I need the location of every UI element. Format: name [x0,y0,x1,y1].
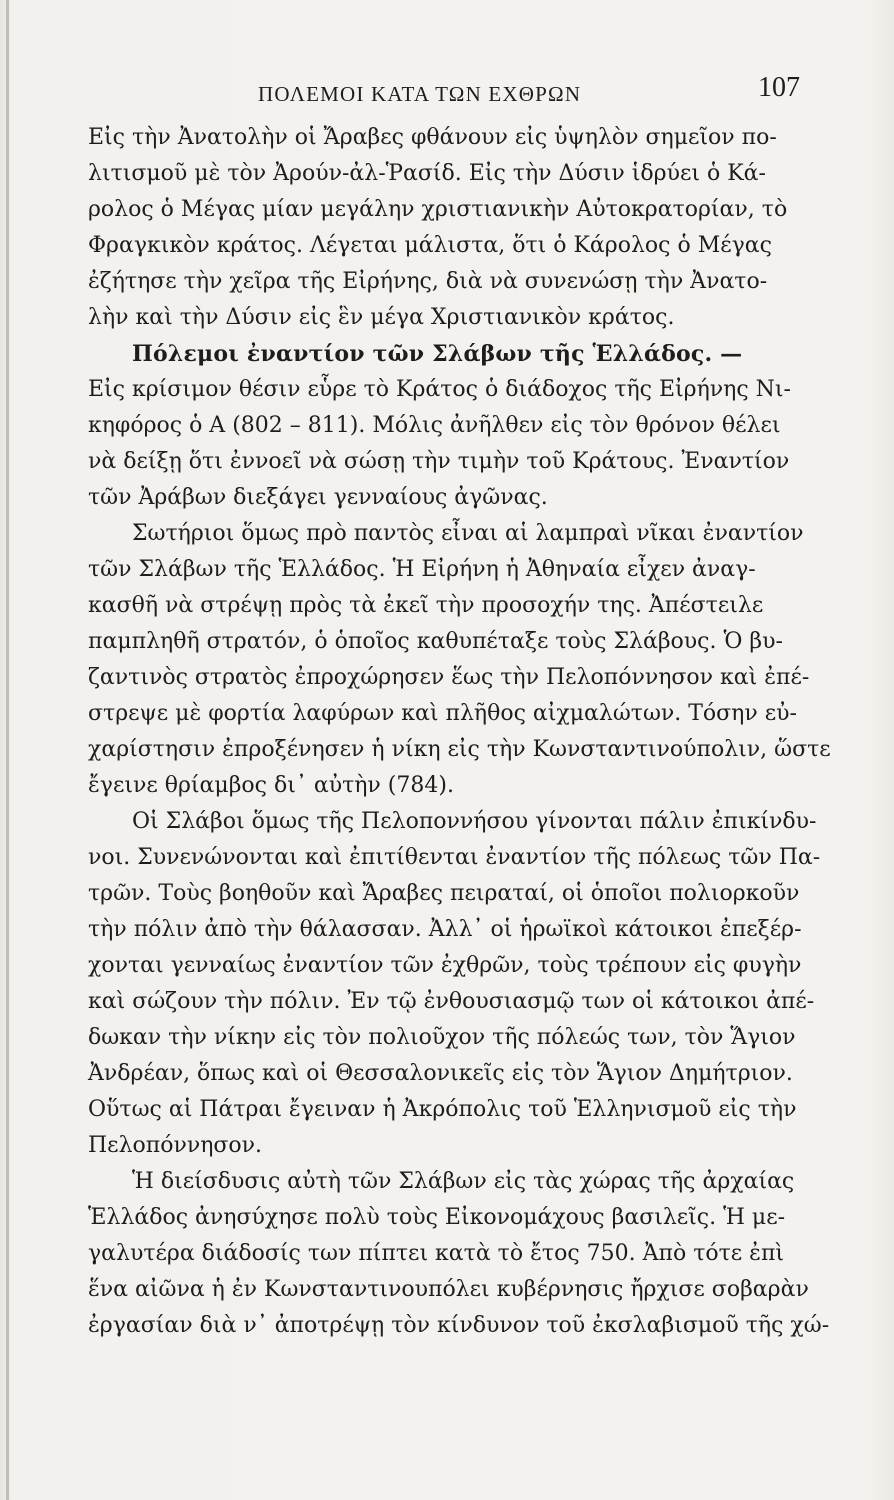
text-line: καὶ σώζουν τὴν πόλιν. Ἐν τῷ ἐνθουσιασμῷ των οἱ κάτοικοι ἀπέ- [88,989,815,1014]
text-line: κασθῆ νὰ στρέψῃ πρὸς τὰ ἐκεῖ τὴν προσοχήν της. Ἀπέστειλε [88,593,764,618]
text-line: Φραγκικὸν κράτος. Λέγεται μάλιστα, ὅτι ὁ Κάρολος ὁ Μέγας [88,233,772,258]
text-line: Εἰς τὴν Ἀνατολὴν οἱ Ἄραβες φθάνουν εἰς ὑψηλὸν σημεῖον πο- [88,125,777,150]
text-line: ἔγεινε θρίαμβος δι᾿ αὐτὴν (784). [88,773,454,798]
text-line: ζαντινὸς στρατὸς ἐπροχώρησεν ἕως τὴν Πελοπόννησον καὶ ἐπέ- [88,665,810,690]
text-line: Εἰς κρίσιμον θέσιν εὗρε τὸ Κράτος ὁ διάδοχος τῆς Εἰρήνης Νι- [88,377,791,402]
section-heading: Πόλεμοι ἐναντίον τῶν Σλάβων τῆς Ἑλλάδος. — [132,341,743,367]
text-line: τῶν Ἀράβων διεξάγει γενναίους ἀγῶνας. [88,485,548,510]
text-line: δωκαν τὴν νίκην εἰς τὸν πολιοῦχον τῆς πόλεώς των, τὸν Ἅγιον [88,1025,796,1050]
text-line: ἐργασίαν διὰ ν᾿ ἀποτρέψῃ τὸν κίνδυνον τοῦ ἐκσλαβισμοῦ τῆς χώ- [88,1313,830,1338]
text-line: τὴν πόλιν ἀπὸ τὴν θάλασσαν. Ἀλλ᾿ οἱ ἡρωϊκοὶ κάτοικοι ἐπεξέρ- [88,917,802,942]
text-line: λιτισμοῦ μὲ τὸν Ἀρούν-ἀλ-Ῥασίδ. Εἰς τὴν Δύσιν ἱδρύει ὁ Κά- [88,161,766,186]
text-line: Ἑλλάδος ἀνησύχησε πολὺ τοὺς Εἰκονομάχους βασιλεῖς. Ἡ με- [88,1205,786,1230]
page-header [258,72,818,112]
text-line: τῶν Σλάβων τῆς Ἑλλάδος. Ἡ Εἰρήνη ἡ Ἀθηναία εἶχεν ἀναγ- [88,557,756,582]
text-line: κηφόρος ὁ Α (802 – 811). Μόλις ἀνῆλθεν εἰς τὸν θρόνον θέλει [88,413,781,438]
text-line: στρεψε μὲ φορτία λαφύρων καὶ πλῆθος αἰχμαλώτων. Τόσην εὐ- [88,701,797,726]
text-line: νοι. Συνενώνονται καὶ ἐπιτίθενται ἐναντίον τῆς πόλεως τῶν Πα- [88,845,821,870]
text-line: τρῶν. Τοὺς βοηθοῦν καὶ Ἄραβες πειραταί, οἱ ὁποῖοι πολιορκοῦν [88,881,800,906]
text-line: Ἀνδρέαν, ὅπως καὶ οἱ Θεσσαλονικεῖς εἰς τὸν Ἅγιον Δημήτριον. [88,1061,793,1086]
paragraph-start-line: Οἱ Σλάβοι ὅμως τῆς Πελοποννήσου γίνονται πάλιν ἐπικίνδυ- [132,809,817,834]
text-line: ἐζήτησε τὴν χεῖρα τῆς Εἰρήνης, διὰ νὰ συνενώσῃ τὴν Ἀνατο- [88,269,768,294]
text-line: γαλυτέρα διάδοσίς των πίπτει κατὰ τὸ ἔτος 750. Ἀπὸ τότε ἐπὶ [88,1241,785,1266]
page-number: 107 [758,72,800,103]
text-line: παμπληθῆ στρατόν, ὁ ὁποῖος καθυπέταξε τοὺς Σλάβους. Ὁ βυ- [88,629,783,654]
paragraph-start-line: Ἡ διείσδυσις αὐτὴ τῶν Σλάβων εἰς τὰς χώρας τῆς ἀρχαίας [132,1169,795,1194]
text-line: νὰ δείξῃ ὅτι ἐννοεῖ νὰ σώσῃ τὴν τιμὴν τοῦ Κράτους. Ἐναντίον [88,449,790,474]
text-line: χονται γενναίως ἐναντίον τῶν ἐχθρῶν, τοὺς τρέπουν εἰς φυγὴν [88,953,802,978]
text-line: ρολος ὁ Μέγας μίαν μεγάλην χριστιανικὴν Αὐτοκρατορίαν, τὸ [88,197,788,222]
running-title: ΠΟΛΕΜΟΙ ΚΑΤΑ ΤΩΝ ΕΧΘΡΩΝ [258,82,582,106]
text-line: χαρίστησιν ἐπροξένησεν ἡ νίκη εἰς τὴν Κωνσταντινούπολιν, ὥστε [88,737,831,762]
body-text [88,120,831,1344]
paragraph-start-line: Σωτήριοι ὅμως πρὸ παντὸς εἶναι αἱ λαμπραὶ νῖκαι ἐναντίον [132,521,804,546]
text-line: ἕνα αἰῶνα ἡ ἐν Κωνσταντινουπόλει κυβέρνησις ἤρχισε σοβαρὰν [88,1277,809,1302]
text-line: Οὕτως αἱ Πάτραι ἔγειναν ἡ Ἀκρόπολις τοῦ Ἑλληνισμοῦ εἰς τὴν [88,1097,797,1122]
text-line: λὴν καὶ τὴν Δύσιν εἰς ἓν μέγα Χριστιανικὸν κράτος. [88,305,675,330]
page-spine-shadow [6,0,9,1500]
text-line: Πελοπόννησον. [88,1133,263,1158]
